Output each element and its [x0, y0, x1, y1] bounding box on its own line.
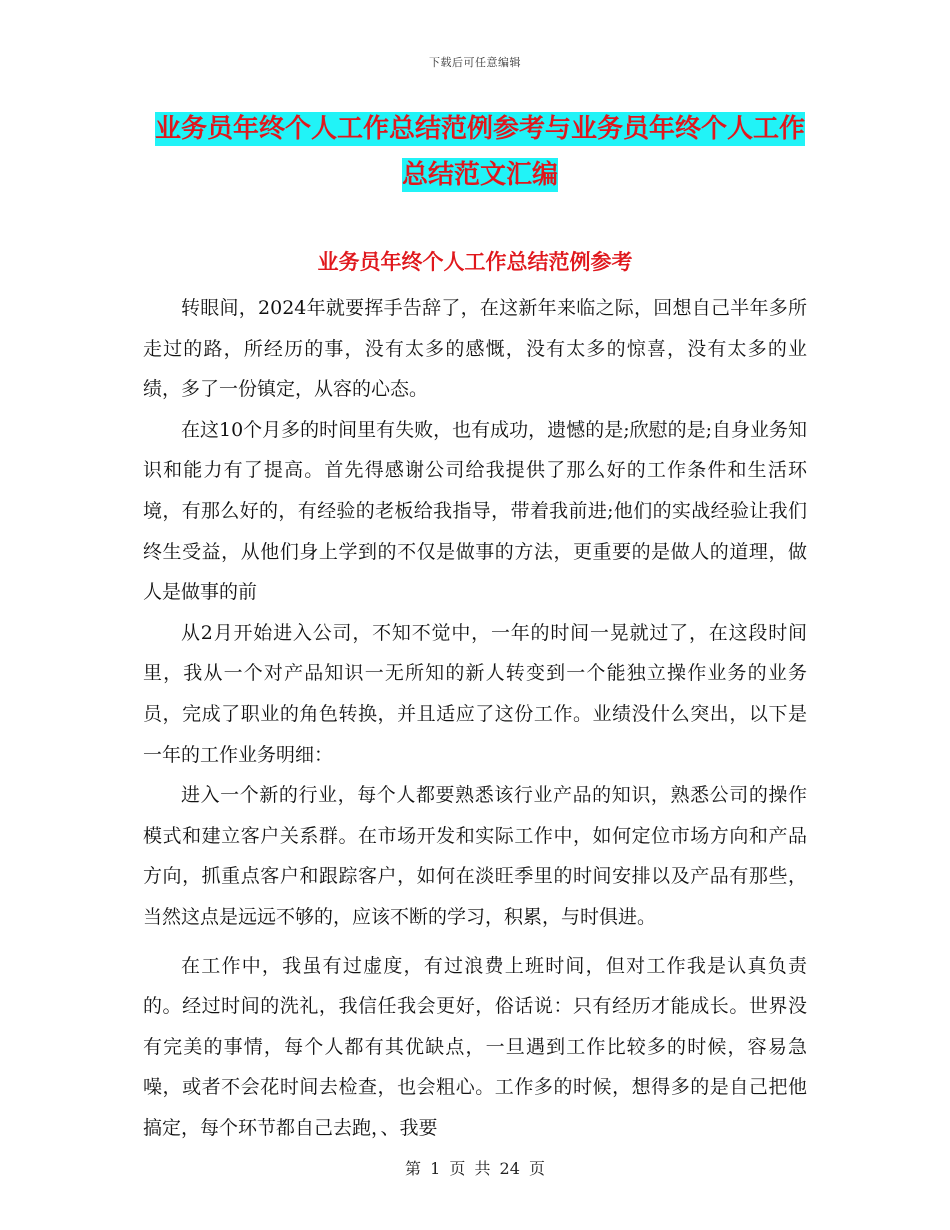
paragraph: 从2月开始进入公司，不知不觉中，一年的时间一晃就过了，在这段时间里，我从一个对产品知识一无所知的新人转变到一个能独立操作业务的业务员，完成了职业的角色转换，并且适应了这份工作。业绩没什么突出，以下是一年的工作业务明细： [143, 621, 807, 766]
paragraph: 在工作中，我虽有过虚度，有过浪费上班时间，但对工作我是认真负责的。经过时间的洗礼，我信任我会更好，俗话说：只有经历才能成长。世界没有完美的事情，每个人都有其优缺点，一旦遇到工作比较多的时候，容易急噪，或者不会花时间去检查，也会粗心。工作多的时候，想得多的是自己把他搞定，每个环节都自己去跑，、我要 [143, 954, 807, 1139]
paragraph: 在这10个月多的时间里有失败，也有成功，遗憾的是;欣慰的是;自身业务知识和能力有了提高。首先得感谢公司给我提供了那么好的工作条件和生活环境，有那么好的，有经验的老板给我指导，带着我前进;他们的实战经验让我们终生受益，从他们身上学到的不仅是做事的方法，更重要的是做人的道理，做人是做事的前 [143, 418, 807, 604]
page-footer: 第 1 页 共 24 页 [405, 1159, 545, 1178]
document-title-text: 业务员年终个人工作总结范例参考与业务员年终个人工作总结范文汇编 [154, 114, 805, 190]
document-body [143, 288, 807, 1148]
header-note: 下载后可任意编辑 [429, 56, 521, 69]
paragraph: 进入一个新的行业，每个人都要熟悉该行业产品的知识，熟悉公司的操作模式和建立客户关系群。在市场开发和实际工作中，如何定位市场方向和产品方向，抓重点客户和跟踪客户，如何在淡旺季里的时间安排以及产品有那些，当然这点是远远不够的，应该不断的学习，积累，与时俱进。 [143, 784, 807, 928]
document-title [150, 106, 810, 198]
paragraph: 转眼间，2024年就要挥手告辞了，在这新年来临之际，回想自己半年多所走过的路，所经历的事，没有太多的感慨，没有太多的惊喜，没有太多的业绩，多了一份镇定，从容的心态。 [143, 297, 807, 401]
section-title: 业务员年终个人工作总结范例参考 [317, 250, 633, 274]
